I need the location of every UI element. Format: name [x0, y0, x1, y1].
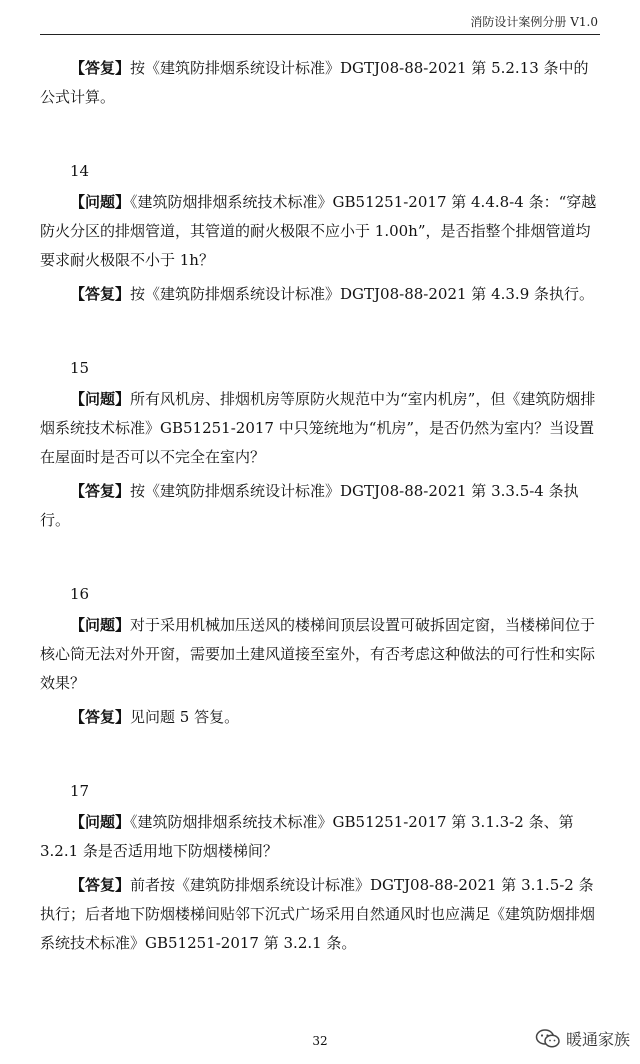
question-paragraph — [40, 385, 600, 472]
answer-tag: 【答复】 — [70, 876, 131, 894]
answer-paragraph — [40, 477, 600, 535]
page-number: 32 — [312, 1034, 328, 1048]
question-text: 《建筑防烟排烟系统技术标准》GB51251-2017 第 3.1.3-2 条、第 3.2.1 条是否适用地下防烟楼梯间？ — [40, 813, 574, 860]
question-number: 16 — [70, 585, 90, 603]
question-number: 15 — [70, 359, 90, 377]
answer-text: 按《建筑防排烟系统设计标准》DGTJ08-88-2021 第 5.2.13 条中的公式计算。 — [40, 59, 589, 106]
question-number: 14 — [70, 162, 90, 180]
page-header — [40, 0, 600, 35]
answer-paragraph — [40, 703, 600, 732]
answer-paragraph — [40, 54, 600, 112]
question-number: 17 — [70, 782, 90, 800]
answer-paragraph — [40, 280, 600, 309]
question-paragraph — [40, 808, 600, 866]
answer-tag: 【答复】 — [70, 59, 131, 77]
question-text: 《建筑防烟排烟系统技术标准》GB51251-2017 第 4.4.8-4 条：“穿越防火分区的排烟管道，其管道的耐火极限不应小于 1.00h”，是否指整个排烟管道均要求耐火极限不小于 1h？ — [40, 193, 597, 269]
answer-text: 按《建筑防排烟系统设计标准》DGTJ08-88-2021 第 4.3.9 条执行。 — [130, 285, 594, 303]
question-tag: 【问题】 — [70, 193, 131, 211]
answer-text: 按《建筑防排烟系统设计标准》DGTJ08-88-2021 第 3.3.5-4 条执行。 — [40, 482, 579, 529]
question-text: 对于采用机械加压送风的楼梯间顶层设置可破拆固定窗，当楼梯间位于核心筒无法对外开窗，需要加土建风道接至室外，有否考虑这种做法的可行性和实际效果？ — [40, 616, 596, 692]
answer-text: 前者按《建筑防排烟系统设计标准》DGTJ08-88-2021 第 3.1.5-2 条执行；后者地下防烟楼梯间贴邻下沉式广场采用自然通风时也应满足《建筑防烟排烟系统技术标准》GB51251-2017 第 3.2.1 条。 — [40, 876, 596, 952]
question-tag: 【问题】 — [70, 616, 131, 634]
answer-text: 见问题 5 答复。 — [130, 708, 240, 726]
watermark — [535, 1027, 630, 1050]
answer-tag: 【答复】 — [70, 708, 131, 726]
question-tag: 【问题】 — [70, 813, 131, 831]
question-paragraph — [40, 188, 600, 275]
wechat-icon — [535, 1028, 561, 1050]
document-title: 消防设计案例分册 V1.0 — [470, 15, 598, 29]
qa-content — [40, 54, 600, 963]
question-paragraph — [40, 611, 600, 698]
watermark-text: 暖通家族 — [565, 1030, 630, 1049]
question-tag: 【问题】 — [70, 390, 131, 408]
answer-tag: 【答复】 — [70, 285, 131, 303]
question-text: 所有风机房、排烟机房等原防火规范中为“室内机房”，但《建筑防烟排烟系统技术标准》GB51251-2017 中只笼统地为“机房”，是否仍然为室内？当设置在屋面时是否可以不完全在室内？ — [40, 390, 596, 466]
answer-paragraph — [40, 871, 600, 958]
answer-tag: 【答复】 — [70, 482, 131, 500]
